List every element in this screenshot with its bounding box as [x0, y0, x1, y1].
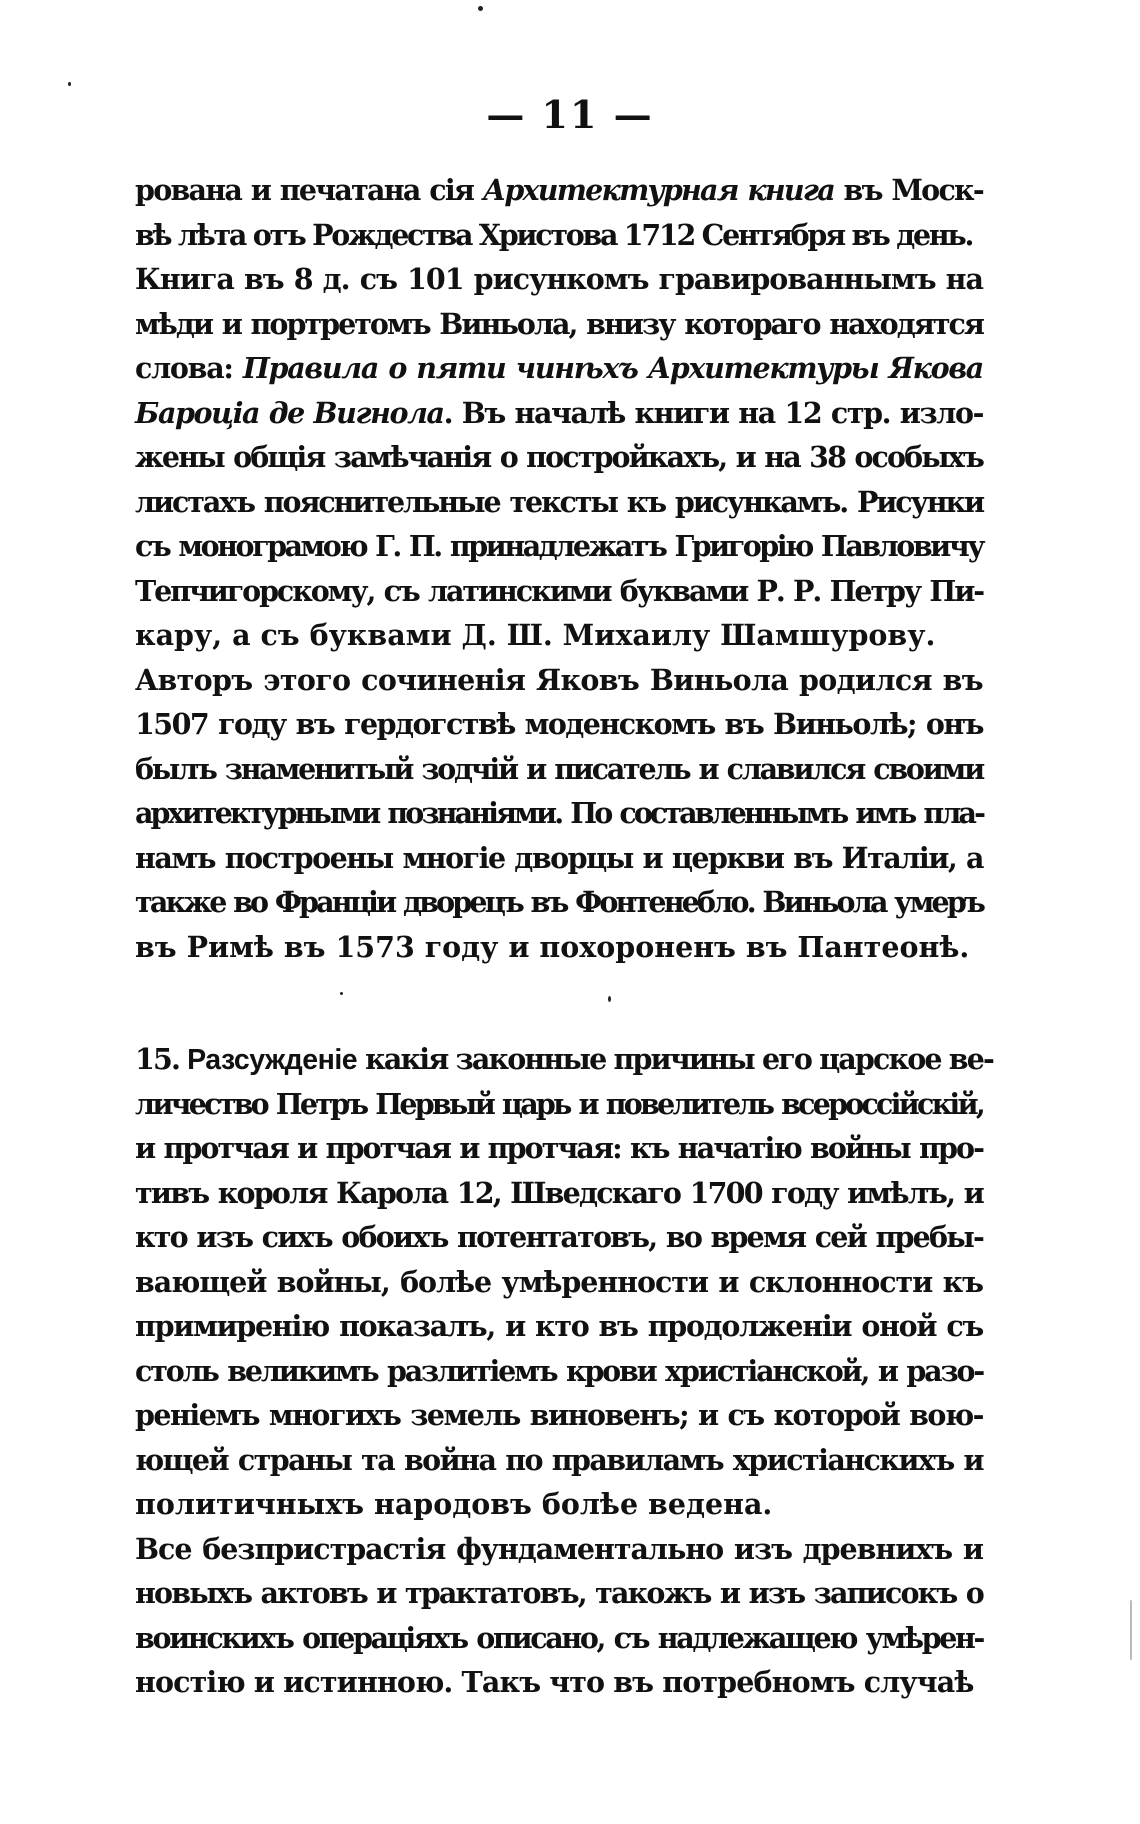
print-speck	[68, 82, 71, 86]
text-line	[135, 1037, 993, 1082]
text-line: тивъ короля Карола 12, Шведскаго 1700 году имѣлъ, и	[135, 1175, 983, 1210]
text-line: и протчая и протчая и протчая: къ начатію войны про-	[135, 1131, 983, 1165]
text-line: новыхъ актовъ и трактатовъ, такожъ и изъ записокъ о	[135, 1576, 983, 1610]
text-line: примиренію показалъ, и кто въ продолженіи оной съ	[135, 1309, 983, 1343]
print-speck	[1130, 1600, 1132, 1660]
text-line	[135, 346, 983, 391]
text-line: Авторъ этого сочиненія Яковъ Виньола родился въ	[135, 662, 983, 697]
text-fragment: какія законные причины его царское ве-	[357, 1042, 993, 1076]
text-line: архитектурными познаніями. По составленнымъ имъ пла-	[135, 796, 983, 830]
text-fragment: 15.	[135, 1042, 188, 1076]
text-line: листахъ пояснительные тексты къ рисункамъ. Рисунки	[135, 484, 983, 519]
text-line: ющей страны та война по правиламъ христіанскихъ и	[135, 1442, 983, 1477]
text-line: намъ построены многіе дворцы и церкви въ Италіи, а	[135, 840, 983, 875]
text-line: вѣ лѣта отъ Рождества Христова 1712 Сентября въ день.	[135, 217, 973, 252]
text-fragment: рована и печатана сія	[135, 173, 483, 207]
entry-15	[135, 1037, 993, 1705]
print-speck	[340, 992, 343, 995]
page-number: — 11 —	[486, 92, 654, 137]
text-line: личество Петръ Первый царь и повелитель всероссійскій,	[135, 1086, 983, 1121]
text-fragment: Разсужденіе	[187, 1044, 358, 1076]
text-fragment: . Въ началѣ книги на 12 стр. изло-	[443, 395, 984, 430]
text-line	[135, 391, 983, 436]
text-line: реніемъ многихъ земель виновенъ; и съ которой вою-	[135, 1398, 983, 1432]
text-line: вающей войны, болѣе умѣренности и склонности къ	[135, 1264, 983, 1299]
text-line: жены общія замѣчанія о постройкахъ, и на 38 особыхъ	[135, 440, 983, 474]
print-speck	[478, 6, 483, 11]
text-line: въ Римѣ въ 1573 году и похороненъ въ Пантеонѣ.	[135, 929, 970, 964]
text-line: столь великимъ разлитіемъ крови христіанской, и разо-	[135, 1353, 983, 1388]
text-line: ностію и истинною. Такъ что въ потребномъ случаѣ	[135, 1665, 974, 1699]
text-fragment: въ Моск-	[833, 173, 983, 207]
text-line	[135, 168, 983, 213]
text-fragment: Правила о пяти чинѣхъ Архитектуры Якова	[242, 351, 983, 385]
text-line: мѣди и портретомъ Виньола, внизу котораго находятся	[135, 306, 983, 341]
text-line: съ монограмою Г. П. принадлежатъ Григорію Павловичу	[135, 529, 983, 563]
text-line: политичныхъ народовъ болѣе ведена.	[135, 1487, 773, 1521]
text-line: Тепчигорскому, съ латинскими буквами Р. Р. Петру Пи-	[135, 573, 983, 608]
text-line: 1507 году въ гердогствѣ моденскомъ въ Виньолѣ; онъ	[135, 707, 983, 741]
text-line: Книга въ 8 д. съ 101 рисункомъ гравированнымъ на	[135, 262, 983, 296]
print-speck	[608, 996, 611, 1002]
text-line: Все безпристрастія фундаментально изъ древнихъ и	[135, 1531, 983, 1566]
text-fragment: Архитектурная книга	[482, 173, 834, 207]
text-line: кто изъ сихъ обоихъ потентатовъ, во время сей пребы-	[135, 1220, 983, 1254]
text-line: воинскихъ операціяхъ описано, съ надлежащею умѣрен-	[135, 1620, 983, 1655]
text-line: былъ знаменитый зодчій и писатель и славился своими	[135, 751, 983, 786]
text-fragment: слова:	[135, 351, 243, 385]
entry-14-continuation	[135, 168, 983, 969]
text-line: кару, а съ буквами Д. Ш. Михаилу Шамшурову.	[135, 618, 936, 652]
text-line: также во Франціи дворецъ въ Фонтенебло. Виньола умеръ	[135, 885, 983, 919]
text-fragment: Бароціа де Вигнола	[135, 395, 444, 430]
